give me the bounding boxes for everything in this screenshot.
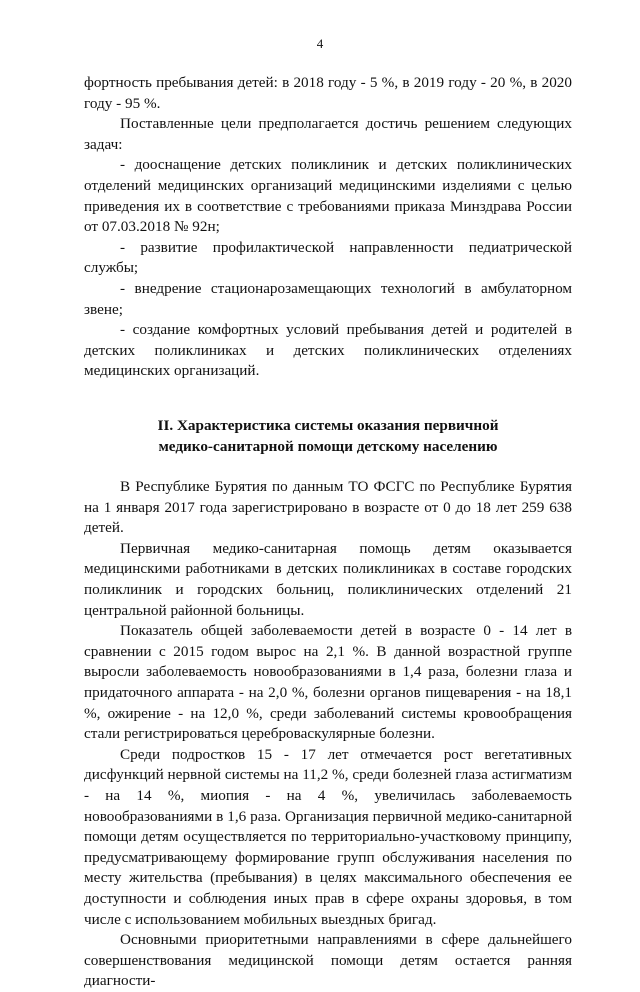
- section-heading-line-1: II. Характеристика системы оказания первичной: [157, 416, 499, 434]
- document-body: [84, 73, 572, 992]
- page-number: 4: [316, 36, 324, 51]
- paragraph-goals-intro: Поставленные цели предполагается достичь решением следующих задач:: [84, 115, 572, 153]
- section-heading-line-2: медико-санитарной помощи детскому населению: [158, 437, 498, 455]
- section-heading: [84, 416, 572, 457]
- paragraph-population: В Республике Бурятия по данным ТО ФСГС по Республике Бурятия на 1 января 2017 года зарегистрировано в возрасте от 0 до 18 лет 259 638 детей.: [84, 478, 572, 537]
- paragraph-primary-care: Первичная медико-санитарная помощь детям оказывается медицинскими работниками в детских поликлиниках в составе городских поликлиник и городских больниц, поликлинических отделений 21 центральной районной больницы.: [84, 539, 572, 619]
- paragraph-morbidity-children: Показатель общей заболеваемости детей в возрасте 0 - 14 лет в сравнении с 2015 годом вырос на 2,1 %. В данной возрастной группе выросли заболеваемость новообразованиями в 1,4 раза, болезни глаза и придаточного аппарата - на 2,0 %, болезни органов пищеварения - на 18,1 %, ожирение - на 12,0 %, среди заболеваний системы кровообращения стали регистрироваться цереброваскулярные болезни.: [84, 622, 572, 743]
- list-item-comfort: - создание комфортных условий пребывания детей и родителей в детских поликлиниках и детских поликлинических отделениях медицинских организаций.: [84, 321, 572, 380]
- paragraph-continuation: фортность пребывания детей: в 2018 году - 5 %, в 2019 году - 20 %, в 2020 году - 95 %.: [84, 74, 572, 112]
- paragraph-priorities: Основными приоритетными направлениями в сфере дальнейшего совершенствования медицинской помощи детям остается ранняя диагности-: [84, 931, 572, 990]
- list-item-equipment: - дооснащение детских поликлиник и детских поликлинических отделений медицинских организаций медицинскими изделиями с целью приведения их в соответствие с требованиями приказа Минздрава России от 07.03.2018 № 92н;: [84, 156, 572, 236]
- list-item-outpatient-tech: - внедрение стационарозамещающих технологий в амбулаторном звене;: [84, 279, 572, 318]
- list-item-prevention: - развитие профилактической направленности педиатрической службы;: [84, 238, 572, 277]
- paragraph-morbidity-teens: Среди подростков 15 - 17 лет отмечается рост вегетативных дисфункций нервной системы на 11,2 %, среди болезней глаза астигматизм - на 14 %, миопия - на 4 %, увеличилась заболеваемость новообразованиями в 1,6 раза. Организация первичной медико-санитарной помощи детям осуществляется по территориально-участковому принципу, предусматривающему формирование групп обслуживания населения по месту жительства (пребывания) в целях максимального обеспечения ее доступности и соблюдения иных прав в сфере охраны здоровья, в том числе с использованием мобильных выездных бригад.: [84, 745, 572, 928]
